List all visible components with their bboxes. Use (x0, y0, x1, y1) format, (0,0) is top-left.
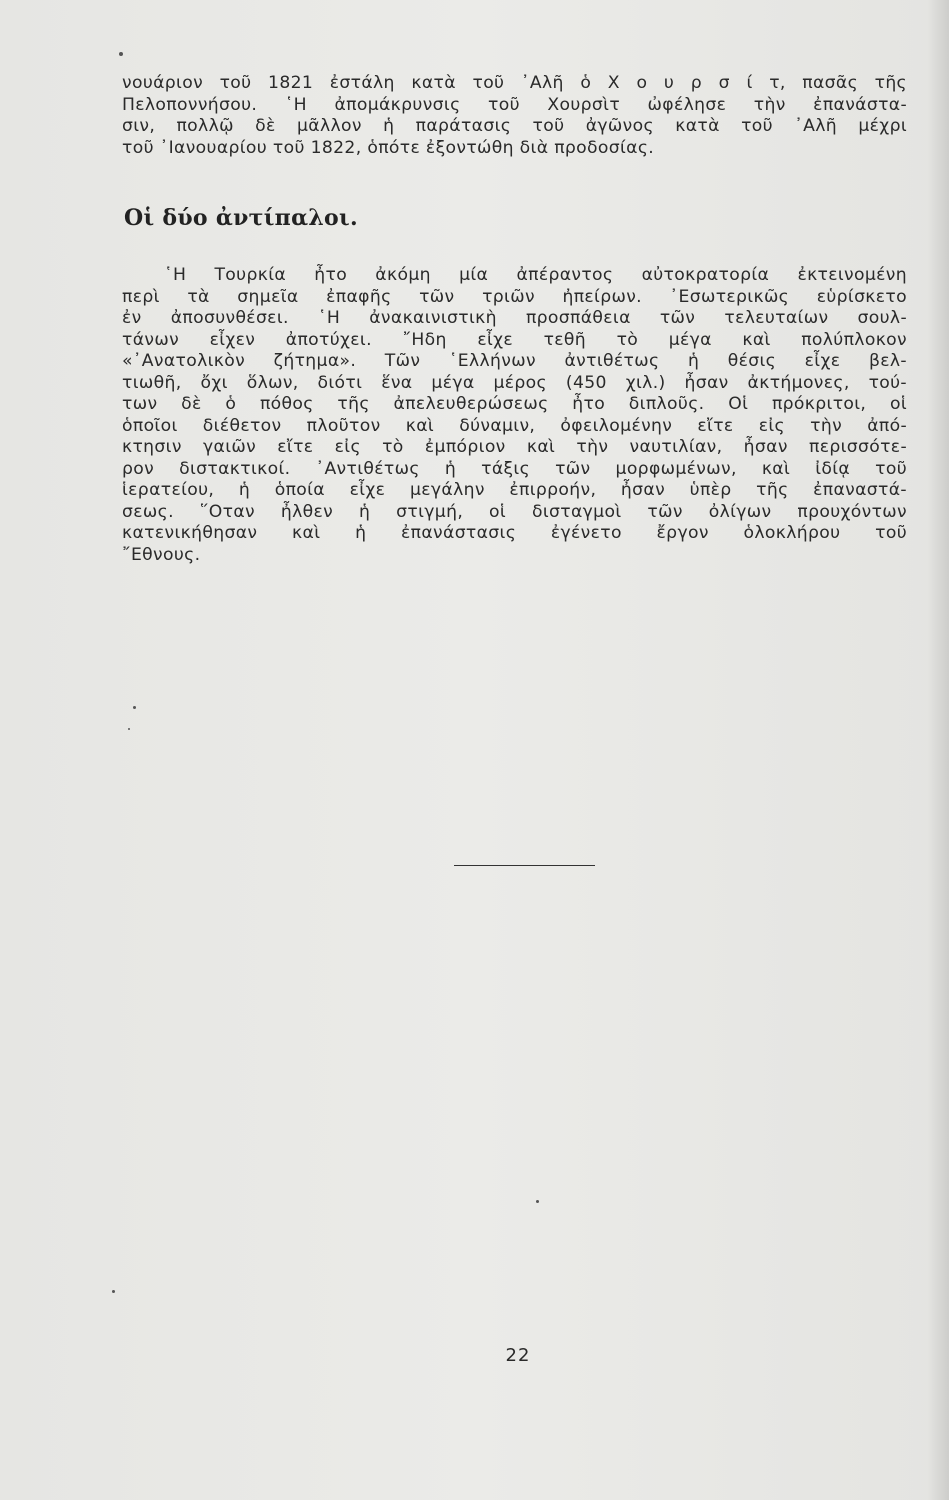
text-line: σεως. ῞Οταν ἦλθεν ἡ στιγμή, οἱ δισταγμοὶ τῶν ὀλίγων προυχόντων (122, 501, 907, 522)
scan-speck (128, 728, 130, 730)
text-line: ὁποῖοι διέθετον πλοῦτον καὶ δύναμιν, ὀφειλομένην εἴτε εἰς τὴν ἀπό- (122, 415, 907, 436)
text-line: «᾽Ανατολικὸν ζήτημα». Τῶν ῾Ελλήνων ἀντιθέτως ἡ θέσις εἶχε βελ- (122, 351, 907, 371)
page-number: 22 (505, 1345, 531, 1366)
intro-paragraph (122, 73, 907, 159)
scan-speck (119, 52, 123, 56)
scan-speck (536, 1200, 539, 1203)
text-line: ἱερατείου, ἡ ὁποία εἶχε μεγάλην ἐπιρροήν, ἦσαν ὑπὲρ τῆς ἐπαναστά- (122, 480, 907, 500)
text-line: ῎Εθνους. (122, 544, 201, 565)
text-line: σιν, πολλῷ δὲ μᾶλλον ἡ παράτασις τοῦ ἀγῶνος κατὰ τοῦ ᾽Αλῆ μέχρι (122, 116, 907, 136)
text-line: περὶ τὰ σημεῖα ἐπαφῆς τῶν τριῶν ἠπείρων. ᾽Εσωτερικῶς εὑρίσκετο (122, 286, 907, 307)
section-divider (454, 865, 595, 866)
section-heading: Οἱ δύο ἀντίπαλοι. (124, 205, 358, 231)
body-paragraph (122, 265, 907, 566)
text-line: των δὲ ὁ πόθος τῆς ἀπελευθερώσεως ἦτο διπλοῦς. Οἱ πρόκριτοι, οἱ (122, 394, 907, 414)
page-edge-shadow (927, 0, 949, 1500)
text-line: τοῦ ᾽Ιανουαρίου τοῦ 1822, ὁπότε ἐξοντώθη διὰ προδοσίας. (122, 137, 655, 158)
text-line: ρον διστακτικοί. ᾽Αντιθέτως ἡ τάξις τῶν μορφωμένων, καὶ ἰδίᾳ τοῦ (122, 458, 907, 479)
text-line: κτησιν γαιῶν εἴτε εἰς τὸ ἐμπόριον καὶ τὴν ναυτιλίαν, ἦσαν περισσότε- (122, 437, 907, 457)
text-line: Πελοποννήσου. ῾Η ἀπομάκρυνσις τοῦ Χουρσὶτ ὠφέλησε τὴν ἐπανάστα- (122, 94, 907, 115)
scan-speck (133, 706, 136, 709)
scan-speck (112, 1290, 115, 1293)
text-line: ῾Η Τουρκία ἦτο ἀκόμη μία ἀπέραντος αὐτοκρατορία ἐκτεινομένη (164, 265, 907, 285)
text-line: νουάριον τοῦ 1821 ἐστάλη κατὰ τοῦ ᾽Αλῆ ὁ Χ ο υ ρ σ ί τ, πασᾶς τῆς (122, 73, 907, 93)
text-line: ἐν ἀποσυνθέσει. ῾Η ἀνακαινιστικὴ προσπάθεια τῶν τελευταίων σουλ- (122, 308, 907, 328)
text-line: κατενικήθησαν καὶ ἡ ἐπανάστασις ἐγένετο ἔργον ὁλοκλήρου τοῦ (122, 523, 907, 543)
text-line: τιωθῆ, ὄχι ὅλων, διότι ἕνα μέγα μέρος (450 χιλ.) ἦσαν ἀκτήμονες, τού- (122, 372, 907, 393)
text-line: τάνων εἶχεν ἀποτύχει. ῎Ηδη εἶχε τεθῆ τὸ μέγα καὶ πολύπλοκον (122, 329, 907, 350)
